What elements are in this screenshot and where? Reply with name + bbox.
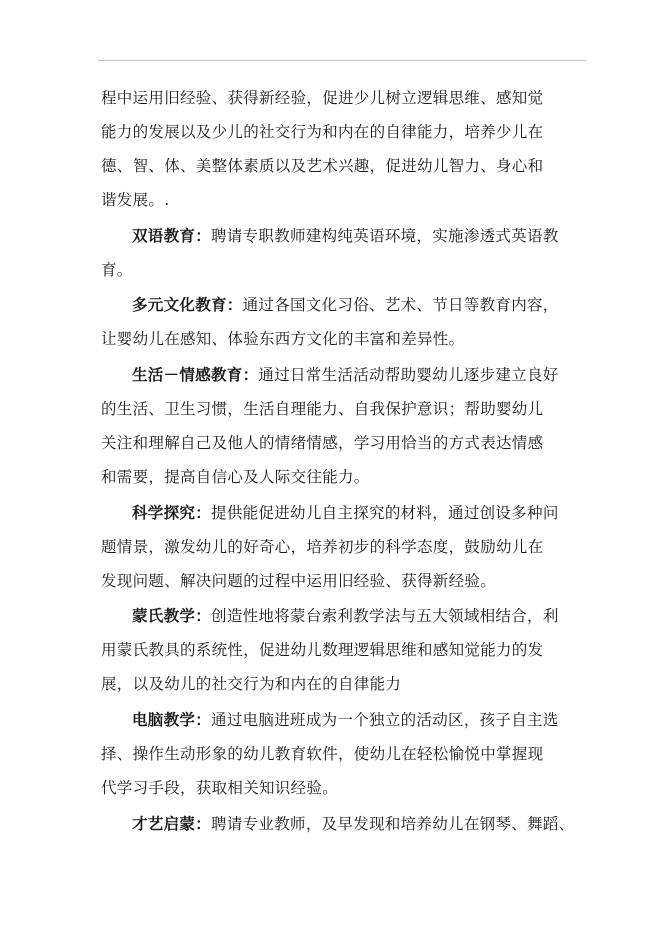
section-computer-term: 电脑教学：	[132, 710, 212, 729]
section-arts-line-1	[132, 814, 574, 834]
section-science-line-2: 题情景，激发幼儿的好奇心，培养初步的科学态度，鼓励幼儿在	[101, 538, 544, 556]
section-computer-text: 通过电脑进班成为一个独立的活动区，孩子自主选	[211, 711, 559, 729]
section-multicultural-term: 多元文化教育：	[132, 295, 243, 314]
section-science-line-3: 发现问题、解决问题的过程中运用旧经验、获得新经验。	[101, 572, 497, 590]
section-life-emotion-text: 通过日常生活活动帮助婴幼儿逐步建立良好	[258, 366, 559, 384]
section-montessori-line-2: 用蒙氏教具的系统性，促进幼儿数理逻辑思维和感知觉能力的发	[101, 641, 544, 659]
section-arts-text: 聘请专业教师，及早发现和培养幼儿在钢琴、舞蹈、	[211, 815, 575, 833]
section-bilingual-line-2: 育。	[101, 261, 133, 279]
section-science-line-1	[132, 503, 559, 523]
section-computer-line-3: 代学习手段，获取相关知识经验。	[101, 779, 339, 797]
section-life-emotion-line-1	[132, 365, 559, 385]
section-life-emotion-term: 生活－情感教育：	[132, 365, 259, 384]
intro-line-4: 谐发展。.	[101, 191, 170, 209]
section-montessori-line-3: 展，以及幼儿的社交行为和内在的自律能力	[101, 675, 402, 693]
section-computer-line-1	[132, 710, 559, 730]
section-science-term: 科学探究：	[132, 503, 212, 522]
section-multicultural-line-1	[132, 295, 559, 315]
section-computer-line-2: 择、操作生动形象的幼儿教育软件，使幼儿在轻松愉悦中掌握现	[101, 745, 544, 763]
intro-line-1: 程中运用旧经验、获得新经验，促进少儿树立逻辑思维、感知觉	[101, 89, 544, 107]
section-montessori-text: 创造性地将蒙台索利教学法与五大领域相结合，利	[211, 607, 559, 625]
section-montessori-term: 蒙氏教学：	[132, 606, 212, 625]
intro-line-2: 能力的发展以及少儿的社交行为和内在的自律能力，培养少儿在	[101, 123, 544, 141]
section-multicultural-text: 通过各国文化习俗、艺术、节日等教育内容，	[242, 296, 559, 314]
section-life-emotion-line-3: 关注和理解自己及他人的情绪情感，学习用恰当的方式表达情感	[101, 434, 544, 452]
header-rule	[98, 60, 586, 61]
intro-line-3: 德、智、体、美整体素质以及艺术兴趣，促进幼儿智力、身心和	[101, 157, 544, 175]
section-life-emotion-line-4: 和需要，提高自信心及人际交往能力。	[101, 468, 370, 486]
section-arts-term: 才艺启蒙：	[132, 814, 212, 833]
section-life-emotion-line-2: 的生活、卫生习惯，生活自理能力、自我保护意识；帮助婴幼儿	[101, 400, 544, 418]
section-bilingual-term: 双语教育：	[132, 226, 212, 245]
section-montessori-line-1	[132, 606, 559, 626]
section-bilingual-text: 聘请专职教师建构纯英语环境，实施渗透式英语教	[211, 227, 559, 245]
section-science-text: 提供能促进幼儿自主探究的材料，通过创设多种问	[211, 504, 559, 522]
section-bilingual-line-1	[132, 226, 559, 246]
section-multicultural-line-2: 让婴幼儿在感知、体验东西方文化的丰富和差异性。	[101, 330, 465, 348]
